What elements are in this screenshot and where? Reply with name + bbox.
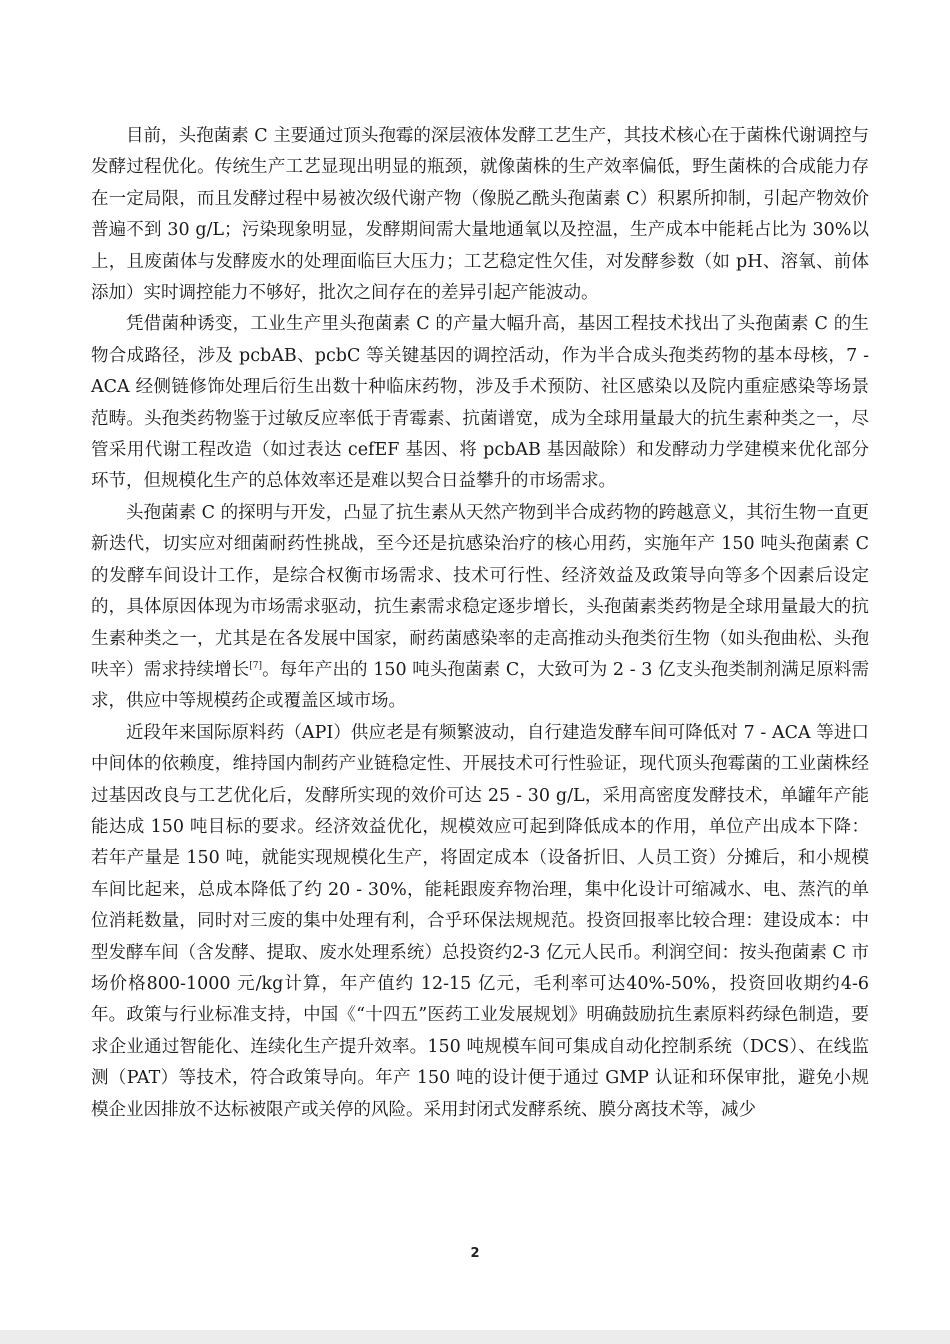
- paragraph-2: 凭借菌种诱变，工业生产里头孢菌素 C 的产量大幅升高，基因工程技术找出了头孢菌素 C 的生物合成路径，涉及 pcbAB、pcbC 等关键基因的调控活动，作为半合成头孢类药物的基本母核，7 - ACA 经侧链修饰处理后衍生出数十种临床药物，涉及手术预防、社区感染以及院内重症感染等场景范畴。头孢类药物鉴于过敏反应率低于青霉素、抗菌谱宽，成为全球用量最大的抗生素种类之一，尽管采用代谢工程改造（如过表达 cefEF 基因、将 pcbAB 基因敲除）和发酵动力学建模来优化部分环节，但规模化生产的总体效率还是难以契合日益攀升的市场需求。: [91, 314, 869, 492]
- paragraph-3: [91, 498, 869, 718]
- paragraph-1: 目前，头孢菌素 C 主要通过顶头孢霉的深层液体发酵工艺生产，其技术核心在于菌株代谢调控与发酵过程优化。传统生产工艺显现出明显的瓶颈，就像菌株的生产效率偏低，野生菌株的合成能力存在一定局限，而且发酵过程中易被次级代谢产物（像脱乙酰头孢菌素 C）积累所抑制，引起产物效价普遍不到 30 g/L；污染现象明显，发酵期间需大量地通氧以及控温，生产成本中能耗占比为 30%以上，且废菌体与发酵废水的处理面临巨大压力；工艺稳定性欠佳，对发酵参数（如 pH、溶氧、前体添加）实时调控能力不够好，批次之间存在的差异引起产能波动。: [91, 126, 869, 304]
- paragraph-3-text-after: 。每年产出的 150 吨头孢菌素 C，大致可为 2 - 3 亿支头孢类制剂满足原料需求，供应中等规模药企或覆盖区域市场。: [91, 659, 869, 712]
- paragraph-3-text: 头孢菌素 C 的探明与开发，凸显了抗生素从天然产物到半合成药物的跨越意义，其衍生物一直更新迭代，切实应对细菌耐药性挑战，至今还是抗感染治疗的核心用药，实施年产 150 吨头孢菌素 C 的发酵车间设计工作，是综合权衡市场需求、技术可行性、经济效益及政策导向等多个因素后设定的，具体原因体现为市场需求驱动，抗生素需求稳定逐步增长，头孢菌素类药物是全球用量最大的抗生素种类之一，尤其是在各发展中国家，耐药菌感染率的走高推动头孢类衍生物（如头孢曲松、头孢呋辛）需求持续增长: [91, 502, 869, 680]
- paragraph-4: 近段年来国际原料药（API）供应老是有频繁波动，自行建造发酵车间可降低对 7 - ACA 等进口中间体的依赖度，维持国内制药产业链稳定性、开展技术可行性验证，现代顶头孢霉菌的工业菌株经过基因改良与工艺优化后，发酵所实现的效价可达 25 - 30 g/L，采用高密度发酵技术，单罐年产能能达成 150 吨目标的要求。经济效益优化，规模效应可起到降低成本的作用，单位产出成本下降：若年产量是 150 吨，就能实现规模化生产，将固定成本（设备折旧、人员工资）分摊后，和小规模车间比起来，总成本降低了约 20 - 30%，能耗跟废弃物治理，集中化设计可缩减水、电、蒸汽的单位消耗数量，同时对三废的集中处理有利，合乎环保法规规范。投资回报率比较合理：建设成本：中型发酵车间（含发酵、提取、废水处理系统）总投资约2-3 亿元人民币。利润空间：按头孢菌素 C 市场价格800-1000 元/kg计算，年产值约 12-15 亿元，毛利率可达40%-50%，投资回收期约4-6 年。政策与行业标准支持，中国《“十四五”医药工业发展规划》明确鼓励抗生素原料药绿色制造，要求企业通过智能化、连续化生产提升效率。150 吨规模车间可集成自动化控制系统（DCS）、在线监测（PAT）等技术，符合政策导向。年产 150 吨的设计便于通过 GMP 认证和环保审批，避免小规模企业因排放不达标被限产或关停的风险。采用封闭式发酵系统、膜分离技术等，减少: [91, 722, 869, 1120]
- citation-7[interactable]: [7]: [249, 661, 263, 672]
- page-number: 2: [470, 1246, 480, 1261]
- body-text: [91, 121, 869, 1126]
